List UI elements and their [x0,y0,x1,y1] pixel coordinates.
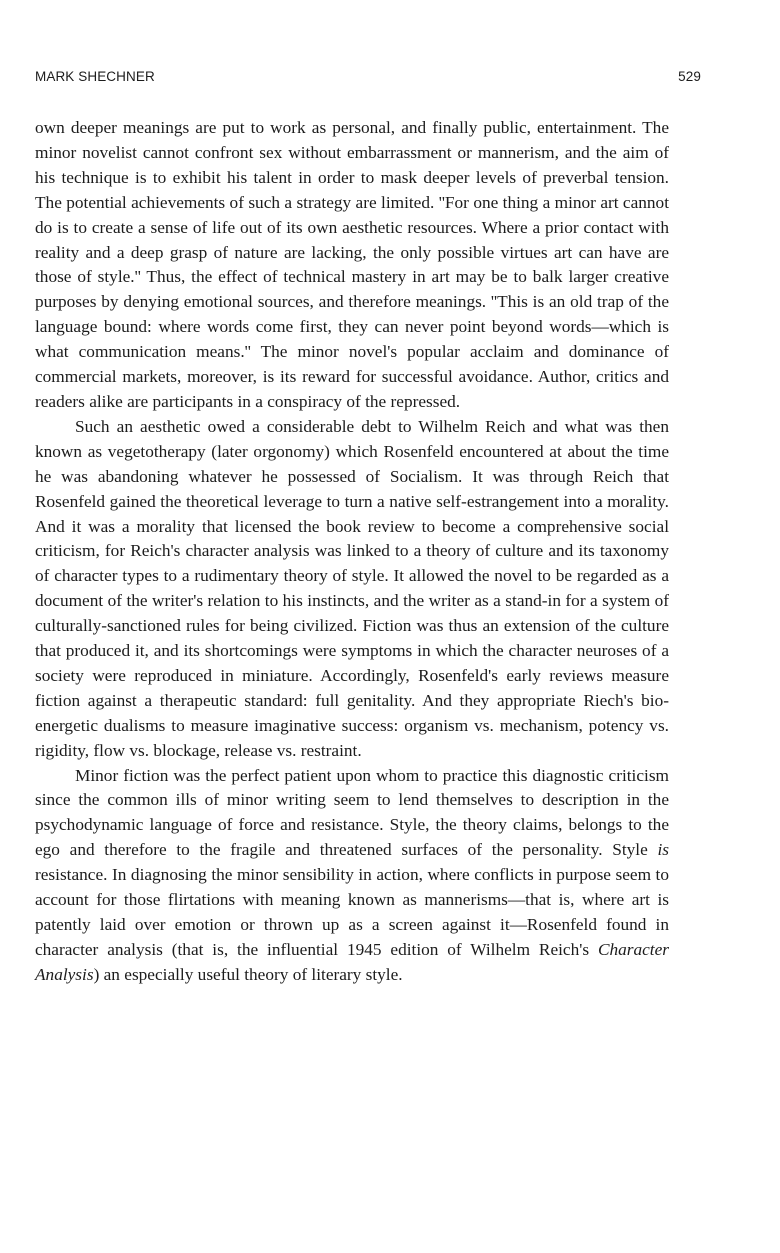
paragraph [35,764,669,988]
paragraph [35,116,669,415]
running-head-author: MARK SHECHNER [35,69,155,84]
paragraph [35,415,669,764]
paragraph-text: ) an especially useful theory of literary style. [93,964,403,984]
book-page [35,0,735,1253]
book-title: Character Analysis [35,939,669,984]
running-head [35,69,735,91]
paragraph-text: own deeper meanings are put to work as personal, and finally public, entertainment. The minor novelist cannot confront sex without embarrassment or mannerism, and the aim of his technique is to exhibit his talent in order to mask deeper levels of preverbal tension. The potential achievements of such a strategy are limited. ''For one thing a minor art cannot do is to create a sense of life out of its own aesthetic resources. Where a prior contact with reality and a deep grasp of nature are lacking, the only possible virtues art can have are those of style.'' Thus, the effect of technical mastery in art may be to balk larger creative purposes by denying emotional sources, and therefore meanings. ''This is an old trap of the language bound: where words come first, they can never point beyond words—which is what communication means.'' The minor novel's popular acclaim and dominance of commercial markets, moreover, is its reward for successful avoidance. Author, critics and readers alike are participants in a conspiracy of the repressed. [35,118,669,411]
paragraph-text: Minor fiction was the perfect patient upon whom to practice this diagnostic criticism since the common ills of minor writing seem to lend themselves to description in the psychodynamic language of force and resistance. Style, the theory claims, belongs to the ego and therefore to the fragile and threatened surfaces of the personality. Style [35,765,669,860]
italic-emphasis: is [657,840,669,860]
page-number: 529 [678,69,701,84]
paragraph-text: Such an aesthetic owed a considerable debt to Wilhelm Reich and what was then known as vegetotherapy (later orgonomy) which Rosenfeld encountered at about the time he was abandoning whatever he possessed of Socialism. It was through Reich that Rosenfeld gained the theoretical leverage to turn a native self-estrangement into a morality. And it was a morality that licensed the book review to become a comprehensive social criticism, for Reich's character analysis was linked to a theory of culture and its taxonomy of character types to a rudimentary theory of style. It allowed the novel to be regarded as a document of the writer's relation to his instincts, and the writer as a stand-in for a system of culturally-sanctioned rules for being civilized. Fiction was thus an extension of the culture that produced it, and its shortcomings were symptoms in which the character neuroses of a society were reproduced in miniature. Accordingly, Rosenfeld's early reviews measure fiction against a therapeutic standard: full genitality. And they appropriate Riech's bio-energetic dualisms to measure imaginative success: organism vs. mechanism, potency vs. rigidity, flow vs. blockage, release vs. restraint. [35,416,669,760]
paragraph-text: resistance. In diagnosing the minor sensibility in action, where conflicts in purpose seem to account for those flirtations with meaning known as mannerisms—that is, where art is patently laid over emotion or thrown up as a screen against it—Rosenfeld found in character analysis (that is, the influential 1945 edition of Wilhelm Reich's [35,865,669,959]
body-text [35,116,669,988]
